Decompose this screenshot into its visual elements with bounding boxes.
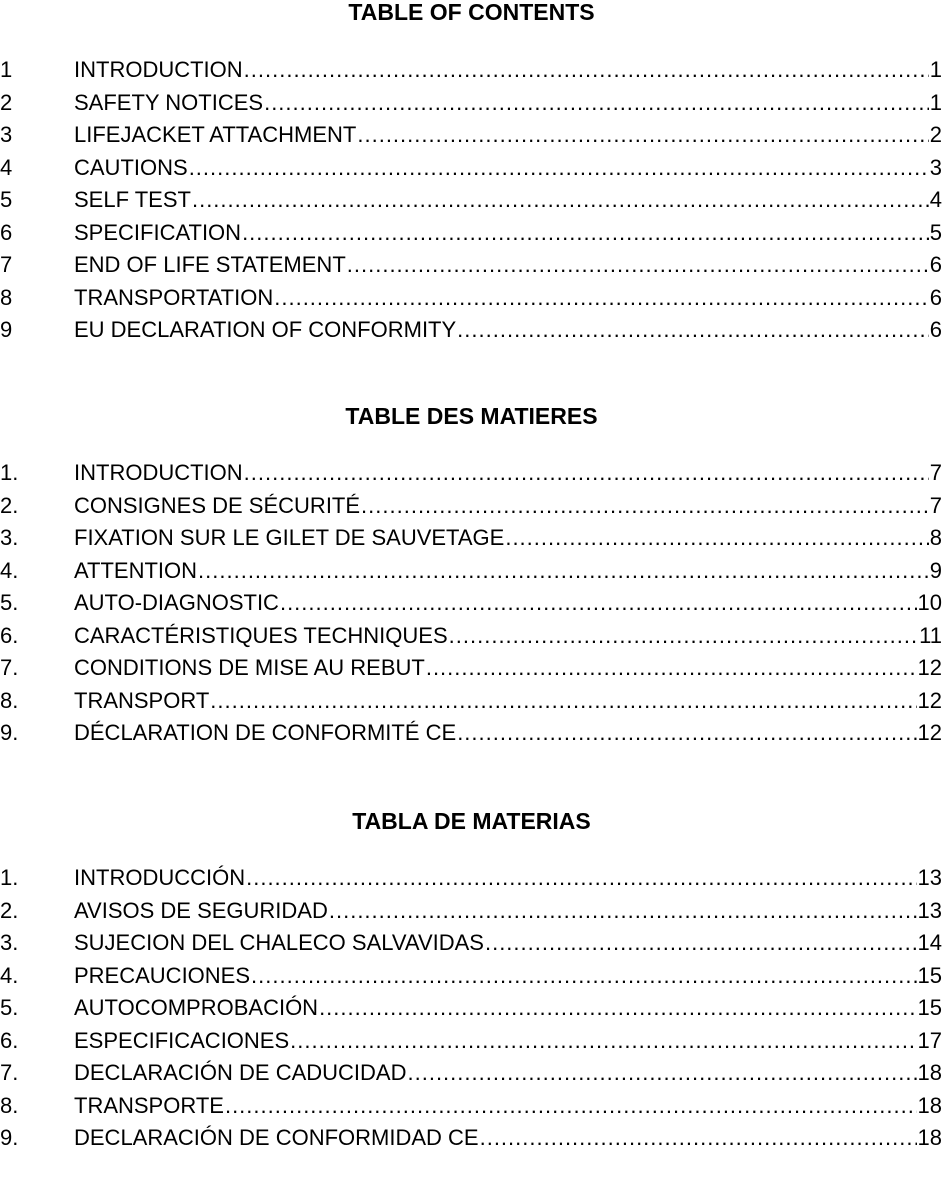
toc-entry[interactable] (0, 962, 943, 995)
toc-list (0, 459, 943, 752)
toc-entry-page: 15 (917, 995, 942, 1020)
toc-entry-number: 3 (0, 122, 13, 147)
toc-entry-page: 3 (929, 154, 942, 180)
toc-entry-title: LIFEJACKET ATTACHMENT (74, 122, 357, 147)
toc-entry-page: 11 (919, 622, 942, 648)
toc-entry[interactable] (0, 154, 943, 187)
toc-entry-number: 5. (0, 995, 19, 1020)
toc-entry-number: 4 (0, 154, 13, 180)
toc-entry[interactable] (0, 524, 943, 557)
toc-entry-number: 9 (0, 317, 13, 342)
toc-entry[interactable] (0, 89, 943, 122)
toc-entry-title: INTRODUCCIÓN (74, 865, 246, 890)
dot-leader (246, 864, 916, 892)
toc-entry-number: 9. (0, 1125, 19, 1150)
dot-leader (225, 1092, 917, 1120)
toc-entry-title: AVISOS DE SEGURIDAD (74, 897, 328, 923)
toc-entry-page: 12 (917, 720, 942, 745)
dot-leader (505, 524, 928, 552)
toc-entry-title: AUTOCOMPROBACIÓN (74, 995, 319, 1020)
toc-entry-page: 8 (929, 525, 942, 550)
toc-entry-title: ATTENTION (74, 557, 198, 583)
toc-heading: TABLA DE MATERIAS (352, 808, 591, 834)
toc-entry-title: SPECIFICATION (74, 219, 242, 245)
toc-entry-title: SELF TEST (74, 187, 191, 212)
toc-entry[interactable] (0, 1027, 943, 1060)
dot-leader (480, 1124, 917, 1152)
toc-entry-number: 6. (0, 622, 19, 648)
toc-entry-title: DECLARACIÓN DE CADUCIDAD (74, 1060, 407, 1085)
dot-leader (329, 897, 917, 925)
dot-leader (264, 89, 929, 117)
toc-entry-page: 18 (917, 1125, 942, 1150)
toc-entry[interactable] (0, 557, 943, 590)
toc-entry-title: FIXATION SUR LE GILET DE SAUVETAGE (74, 525, 505, 550)
toc-entry-number: 7 (0, 252, 13, 277)
toc-entry-title: ESPECIFICACIONES (74, 1027, 290, 1053)
toc-entry-title: DÉCLARATION DE CONFORMITÉ CE (74, 720, 457, 745)
toc-entry-number: 3. (0, 525, 19, 550)
toc-entry[interactable] (0, 1124, 943, 1157)
toc-entry-title: TRANSPORT (74, 687, 210, 713)
toc-entry-title: SAFETY NOTICES (74, 89, 264, 115)
toc-entry[interactable] (0, 492, 943, 525)
toc-entry-number: 2. (0, 897, 19, 923)
toc-entry-page: 4 (929, 187, 942, 212)
toc-entry[interactable] (0, 459, 943, 492)
toc-entry-page: 9 (929, 557, 942, 583)
toc-entry[interactable] (0, 56, 943, 89)
toc-entry-title: CAUTIONS (74, 154, 188, 180)
toc-entry-title: TRANSPORTATION (74, 284, 274, 310)
toc-entry-number: 5. (0, 590, 19, 615)
toc-entry-title: CONDITIONS DE MISE AU REBUT (74, 655, 425, 680)
dot-leader (274, 284, 929, 312)
toc-heading: TABLE OF CONTENTS (348, 0, 595, 25)
toc-entry-page: 13 (917, 897, 942, 923)
toc-entry-title: CARACTÉRISTIQUES TECHNIQUES (74, 622, 448, 648)
toc-entry-page: 10 (917, 590, 942, 615)
dot-leader (347, 251, 929, 279)
toc-entry-number: 1. (0, 865, 19, 890)
toc-entry-number: 2. (0, 492, 19, 518)
toc-entry-number: 1 (0, 57, 13, 82)
toc-entry-number: 1. (0, 460, 19, 485)
toc-entry-number: 7. (0, 655, 19, 680)
dot-leader (449, 622, 919, 650)
dot-leader (244, 56, 929, 84)
toc-entry-number: 5 (0, 187, 13, 212)
dot-leader (280, 589, 917, 617)
dot-leader (290, 1027, 916, 1055)
dot-leader (457, 316, 929, 344)
toc-entry[interactable] (0, 589, 943, 622)
toc-entry-title: TRANSPORTE (74, 1092, 224, 1118)
toc-entry-page: 5 (929, 219, 942, 245)
toc-entry-title: INTRODUCTION (74, 57, 243, 82)
toc-entry-page: 12 (917, 655, 942, 680)
toc-entry-page: 12 (917, 687, 942, 713)
dot-leader (426, 654, 917, 682)
toc-list (0, 864, 943, 1157)
toc-entry-title: PRECAUCIONES (74, 962, 251, 988)
toc-entry[interactable] (0, 1092, 943, 1125)
toc-entry-number: 7. (0, 1060, 19, 1085)
toc-entry-number: 9. (0, 720, 19, 745)
toc-entry[interactable] (0, 121, 943, 154)
toc-entry-number: 4. (0, 962, 19, 988)
dot-leader (244, 459, 929, 487)
dot-leader (357, 121, 928, 149)
toc-entry-page: 6 (929, 317, 942, 342)
toc-entry-page: 13 (917, 865, 942, 890)
dot-leader (408, 1059, 917, 1087)
toc-entry[interactable] (0, 654, 943, 687)
toc-entry[interactable] (0, 687, 943, 720)
toc-entry-page: 6 (929, 284, 942, 310)
toc-entry-title: DECLARACIÓN DE CONFORMIDAD CE (74, 1125, 479, 1150)
toc-entry[interactable] (0, 219, 943, 252)
toc-heading: TABLE DES MATIERES (345, 403, 598, 429)
toc-entry-number: 8. (0, 1092, 19, 1118)
toc-entry-title: END OF LIFE STATEMENT (74, 252, 346, 277)
toc-entry-page: 1 (929, 89, 942, 115)
toc-list (0, 56, 943, 349)
toc-entry-page: 2 (929, 122, 942, 147)
dot-leader (192, 186, 929, 214)
toc-entry-number: 6. (0, 1027, 19, 1053)
dot-leader (319, 994, 916, 1022)
toc-entry-page: 7 (929, 460, 942, 485)
dot-leader (361, 492, 929, 520)
toc-entry[interactable] (0, 186, 943, 219)
toc-entry[interactable] (0, 994, 943, 1027)
toc-entry[interactable] (0, 897, 943, 930)
toc-entry-page: 1 (929, 57, 942, 82)
toc-entry-number: 8 (0, 284, 13, 310)
toc-entry-number: 3. (0, 930, 19, 955)
dot-leader (189, 154, 929, 182)
toc-entry[interactable] (0, 929, 943, 962)
dot-leader (210, 687, 916, 715)
toc-entry[interactable] (0, 1059, 943, 1092)
dot-leader (251, 962, 916, 990)
toc-entry-page: 17 (917, 1027, 942, 1053)
toc-entry[interactable] (0, 316, 943, 349)
toc-entry-page: 18 (917, 1060, 942, 1085)
toc-entry-page: 14 (917, 930, 942, 955)
toc-entry-number: 4. (0, 557, 19, 583)
toc-entry-title: SUJECION DEL CHALECO SALVAVIDAS (74, 930, 484, 955)
toc-entry-number: 8. (0, 687, 19, 713)
toc-entry-number: 6 (0, 219, 13, 245)
toc-entry-title: EU DECLARATION OF CONFORMITY (74, 317, 457, 342)
dot-leader (198, 557, 929, 585)
toc-entry-title: CONSIGNES DE SÉCURITÉ (74, 492, 361, 518)
toc-entry[interactable] (0, 251, 943, 284)
dot-leader (242, 219, 929, 247)
toc-entry[interactable] (0, 284, 943, 317)
dot-leader (457, 719, 916, 747)
toc-entry-page: 18 (917, 1092, 942, 1118)
toc-entry[interactable] (0, 622, 943, 655)
toc-entry-page: 6 (929, 252, 942, 277)
dot-leader (485, 929, 917, 957)
toc-entry-title: AUTO-DIAGNOSTIC (74, 590, 279, 615)
toc-entry-page: 7 (929, 492, 942, 518)
toc-entry-page: 15 (917, 962, 942, 988)
toc-entry-number: 2 (0, 89, 13, 115)
toc-entry-title: INTRODUCTION (74, 460, 243, 485)
toc-entry[interactable] (0, 864, 943, 897)
toc-entry[interactable] (0, 719, 943, 752)
